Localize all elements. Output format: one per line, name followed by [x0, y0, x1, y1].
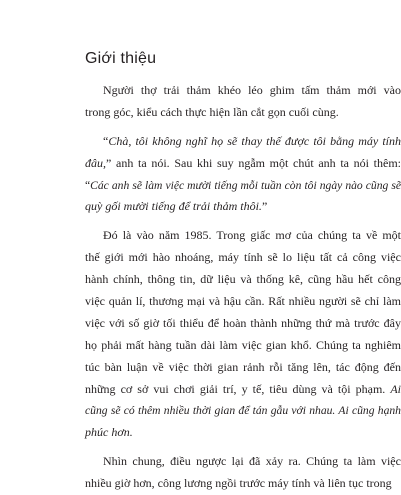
- text-run: thế giới mới hào nhoáng, máy tính sẽ lo liệu tất cả công việc: [85, 250, 401, 265]
- text-line: [85, 247, 401, 269]
- italic-text: Chà, tôi không nghĩ họ sẽ thay thế được tôi bằng máy tính: [108, 133, 401, 148]
- text-line: [85, 102, 401, 124]
- text-run: ” anh ta nói. Sau khi suy ngẫm một chút anh ta nói thêm:: [106, 155, 401, 170]
- text-line: [85, 422, 401, 444]
- text-line: [85, 313, 401, 335]
- text-run: việc quản lí, thương mại và hậu cần. Rất nhiều người sẽ chỉ làm: [85, 294, 401, 309]
- text-line: [85, 225, 401, 247]
- text-run: Đó là vào năm 1985. Trong giấc mơ của chúng ta về một: [85, 228, 401, 243]
- text-run: những cơ sở vui chơi giải trí, y tế, tiêu dùng và tội phạm.: [85, 381, 391, 396]
- paragraph: [85, 451, 401, 495]
- text-line: [85, 153, 401, 175]
- text-line: [85, 196, 401, 218]
- text-run: Người thợ trải thảm khéo léo ghim tấm thảm mới vào: [85, 83, 401, 97]
- text-run: “: [85, 133, 109, 148]
- text-run: ”: [261, 199, 268, 214]
- text-line: [85, 473, 401, 495]
- text-line: [85, 400, 401, 422]
- italic-text: Các anh sẽ làm việc mười tiếng mỗi tuần còn tôi ngày nào cũng sẽ: [90, 178, 401, 192]
- text-line: [85, 269, 401, 291]
- text-line: [85, 80, 401, 102]
- paragraph-gap: [85, 218, 401, 225]
- italic-text: quỳ gối mười tiếng để trải thảm thôi.: [85, 199, 262, 214]
- italic-text: cũng sẽ có thêm nhiều thời gian để tán gẫu với nhau. Ai cũng hạnh: [85, 404, 401, 418]
- body-text: [85, 80, 401, 495]
- text-line: [85, 291, 401, 313]
- text-run: nhiều giờ hơn, công lương ngồi trước máy tính và liên tục trong: [85, 476, 392, 491]
- text-run: hành chính, thông tin, dữ liệu và thống kê, cũng hầu hết công: [85, 272, 401, 287]
- paragraph-gap: [85, 124, 401, 131]
- text-run: “: [85, 178, 91, 192]
- text-line: [85, 379, 401, 401]
- italic-text: phúc hơn.: [85, 425, 133, 440]
- paragraph: [85, 131, 401, 219]
- text-run: trong góc, kiểu cách thực hiện lần cắt gọn cuối cùng.: [85, 104, 339, 119]
- italic-text: đâu,: [85, 155, 106, 170]
- text-line: [85, 131, 401, 153]
- text-line: [85, 357, 401, 379]
- text-line: [85, 335, 401, 357]
- text-run: họ phải mất hàng tuần dài làm việc gian khổ. Chúng ta nghiêm: [85, 337, 401, 352]
- section-heading: Giới thiệu: [85, 50, 157, 67]
- text-run: túc bàn luận về việc thời gian rảnh rỗi tăng lên, tác động đến: [85, 359, 401, 374]
- text-run: việc với số giờ tối thiểu để hoàn thành những thứ mà trước đây: [85, 315, 401, 330]
- italic-text: Ai: [390, 381, 401, 396]
- paragraph: [85, 80, 401, 124]
- paragraph-gap: [85, 444, 401, 451]
- text-line: [85, 175, 401, 197]
- paragraph: [85, 225, 401, 444]
- text-line: [85, 451, 401, 473]
- text-run: Nhìn chung, điều ngược lại đã xảy ra. Chúng ta làm việc: [85, 454, 401, 469]
